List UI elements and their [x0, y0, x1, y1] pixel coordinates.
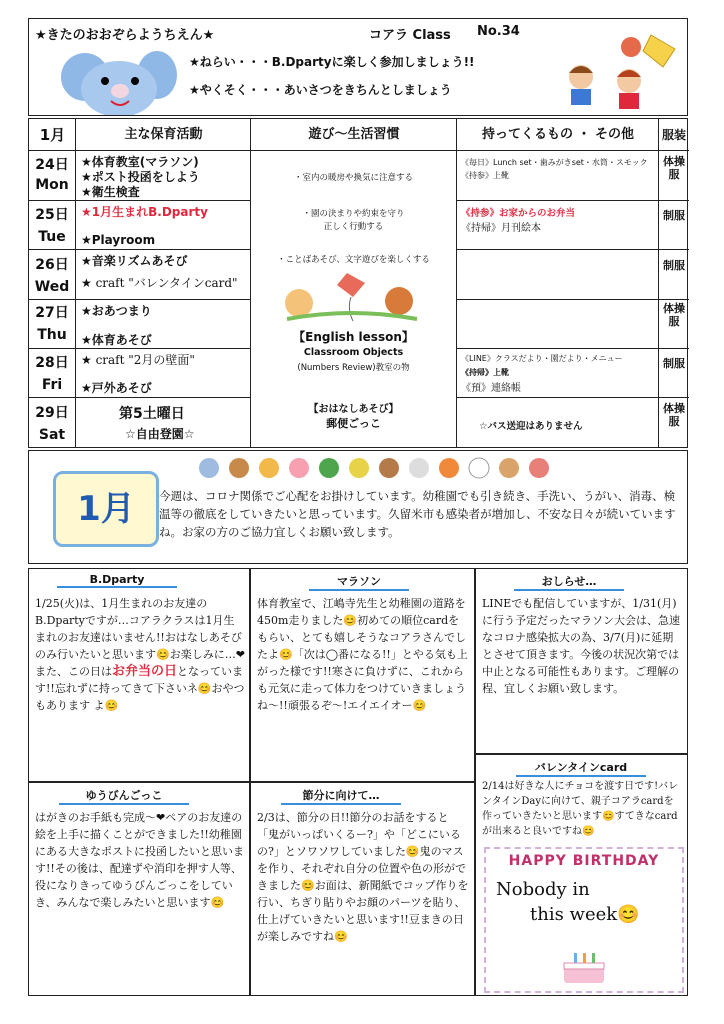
day-date: 27日: [35, 305, 69, 321]
zodiac-animals-row: [169, 455, 679, 481]
dress-code: 体操服: [663, 402, 685, 428]
birthday-card-line: this week😊: [530, 904, 640, 925]
marathon-box: [250, 568, 475, 782]
month-message-box: [28, 450, 688, 564]
bday-party-title: B.Dparty: [57, 573, 177, 588]
day-date: 26日: [35, 257, 69, 273]
class-name: コアラ Class: [369, 28, 451, 43]
activity: ★衛生検査: [81, 185, 140, 199]
bus-notice: ☆バス送迎はありません: [479, 421, 583, 432]
activity: ★ craft "バレンタインcard": [81, 276, 238, 290]
month-badge-label: 1月: [77, 489, 135, 529]
activity: ★ポスト投函をしよう: [81, 170, 200, 184]
bring-item: 《LINE》クラスだより・園だより・メニュー: [461, 354, 623, 363]
day-weekday: Sat: [38, 427, 66, 443]
activity: ★戸外あそび: [81, 381, 152, 395]
play-item: ・園の決まりや約束を守り: [302, 209, 405, 219]
birthday-card-title: HAPPY BIRTHDAY: [508, 853, 660, 869]
notice-box: [475, 568, 688, 754]
activity-header: 主な保育活動: [76, 119, 251, 151]
school-name: ★きたのおおぞらようちえん★: [35, 28, 215, 43]
dress-code: 制服: [663, 209, 685, 222]
activity: ★体育教室(マラソン): [81, 155, 199, 169]
setsubun-box: [250, 782, 475, 996]
activity: ★おあつまり: [81, 304, 152, 318]
play-item: ・ことばあそび、文字遊びを楽しくする: [277, 255, 430, 265]
valentine-title: バレンタインcard: [516, 759, 646, 777]
aim: ★ねらい・・・B.Dpartyに楽しく参加しましょう!!: [189, 55, 475, 69]
day-date: 29日: [35, 405, 69, 421]
setsubun-text: 2/3は、節分の日!!節分のお話をすると「鬼がいっぱいくるー?」や「どこにいるの?」とソワソワしていました😊鬼のマスを作り、それぞれ自分の位置や色の形ができました😊お面は、新聞紙でコップ作りを行い、ちぎり貼りやお顔のパーツを貼り、仕上げていきたいと思います!!豆まきの日が楽しみですね😊: [257, 811, 469, 943]
bring-item: 《預》連絡帳: [461, 383, 521, 394]
promise: ★やくそく・・・あいさつをきちんとしましょう: [189, 83, 452, 97]
activity: ★体育あそび: [81, 333, 152, 347]
valentine-text: 2/14は好きな人にチョコを渡す日です!バレンタインDayに向けて、親子コアラcardを作っていきたいと思います😊すてきなcardが出来ると良いですね😊: [482, 781, 679, 837]
activity: ★ craft "2月の壁面": [81, 353, 195, 367]
activity: ☆自由登園☆: [125, 427, 195, 441]
issue-number: No.34: [477, 24, 520, 39]
activity: ★Playroom: [81, 233, 156, 247]
dress-code: 制服: [663, 259, 685, 272]
weekly-schedule-table: [28, 118, 688, 448]
day-date: 24日: [35, 157, 69, 173]
play-header: 遊び～生活習慣: [251, 119, 457, 151]
children-kite-illustration: [559, 33, 687, 115]
day-weekday: Fri: [41, 377, 63, 393]
story-item: 郵便ごっこ: [326, 417, 381, 430]
play-item: ・室内の暖房や換気に注意する: [293, 173, 413, 183]
month-badge: [53, 471, 159, 547]
bring-item: 《持参》上靴: [461, 171, 509, 180]
story-title: 【おはなしあそび】: [308, 404, 399, 415]
wear-header: 服装: [659, 119, 689, 151]
bring-item: 《持帰》月刊絵本: [461, 223, 541, 234]
english-lesson-title: 【English lesson】: [293, 330, 414, 344]
notice-title: おしらせ…: [514, 573, 624, 591]
bring-header: 持ってくるもの ・ その他: [457, 119, 659, 151]
day-weekday: Mon: [35, 177, 69, 193]
activity: ★音楽リズムあそび: [81, 254, 188, 268]
lunch-day-highlight: お弁当の日: [112, 664, 178, 679]
header: [28, 18, 688, 116]
valentine-box: [475, 754, 688, 996]
marathon-title: マラソン: [309, 573, 409, 591]
setsubun-title: 節分に向けて…: [281, 787, 401, 805]
activity-birthday-party: ★1月生まれB.Dparty: [81, 205, 208, 219]
yubin-box: [28, 782, 250, 996]
day-weekday: Thu: [37, 327, 67, 343]
dress-code: 制服: [663, 357, 685, 370]
bring-item-lunch: 《持参》お家からのお弁当: [461, 208, 576, 219]
english-lesson-topic: (Numbers Review)教室の物: [297, 363, 410, 373]
play-item: 正しく行動する: [323, 222, 384, 232]
activity: 第5土曜日: [119, 406, 185, 422]
english-lesson-topic: Classroom Objects: [303, 347, 404, 358]
birthday-card: [484, 847, 684, 993]
month-header: 1月: [29, 119, 76, 151]
bring-item: 《持帰》上靴: [461, 368, 509, 377]
day-weekday: Wed: [34, 279, 70, 295]
marathon-text: 体育教室で、江嶋寺先生と幼稚園の道路を450m走りました😊初めての順位cardをもらい、とても嬉しそうなコアラさんでしたよ😊「次は◯番になる!!」とやる気も上がった様です!!寒さに負けずに、これからも元気に走って体力をつけていきましょうね～!!頑張るぞ～!エイエイオー😊: [257, 597, 468, 712]
bday-party-text: 1/25(火)は、1月生まれのお友達のB.Dpartyですが…コアラクラスは1月生まれのお友達はいません!!おはなしあそびのみ行いたいと思います😊お楽しみに…❤また、この日はお弁当の日となっています!!忘れずに持ってきて下さいネ😊おやつもあります よ😊: [35, 597, 245, 712]
day-date: 25日: [35, 207, 69, 223]
birthday-card-line: Nobody in: [496, 879, 590, 900]
yubin-text: はがきのお手紙も完成～❤ペアのお友達の絵を上手に描くことができました!!幼稚園にある大きなポストに投函したいと思います!!その後は、配達ずや消印を押す人等、役になりきってゆうびんごっこをしていき、みんなで楽しみたいと思います😊: [35, 811, 244, 909]
animals-kite-illustration: [277, 269, 427, 325]
bday-party-box: [28, 568, 250, 782]
day-weekday: Tue: [38, 229, 66, 245]
yubin-title: ゆうびんごっこ: [59, 787, 189, 805]
dress-code: 体操服: [663, 155, 685, 181]
bring-item: 《毎日》Lunch set・歯みがきset・水筒・スモック: [461, 158, 648, 167]
day-date: 28日: [35, 355, 69, 371]
dress-code: 体操服: [663, 302, 685, 328]
notice-text: LINEでも配信していますが、1/31(月)に行う予定だったマラソン大会は、急速なコロナ感染拡大の為、3/7(月)に延期とさせて頂きます。今後の状況次第では中止となる可能性もあります。ご理解の程、宜しくお願い致します。: [482, 597, 680, 695]
koala-illustration: [57, 47, 177, 115]
cake-icon: [554, 949, 614, 985]
month-message-text: 今週は、コロナ関係でご心配をお掛けしています。幼稚園でも引き続き、手洗い、うがい、消毒、検温等の徹底をしていきたいと思っています。久留米市も感染者が増加し、不安な日々が続いていますね。お家の方のご協力宜しくお願い致します。: [159, 489, 676, 539]
